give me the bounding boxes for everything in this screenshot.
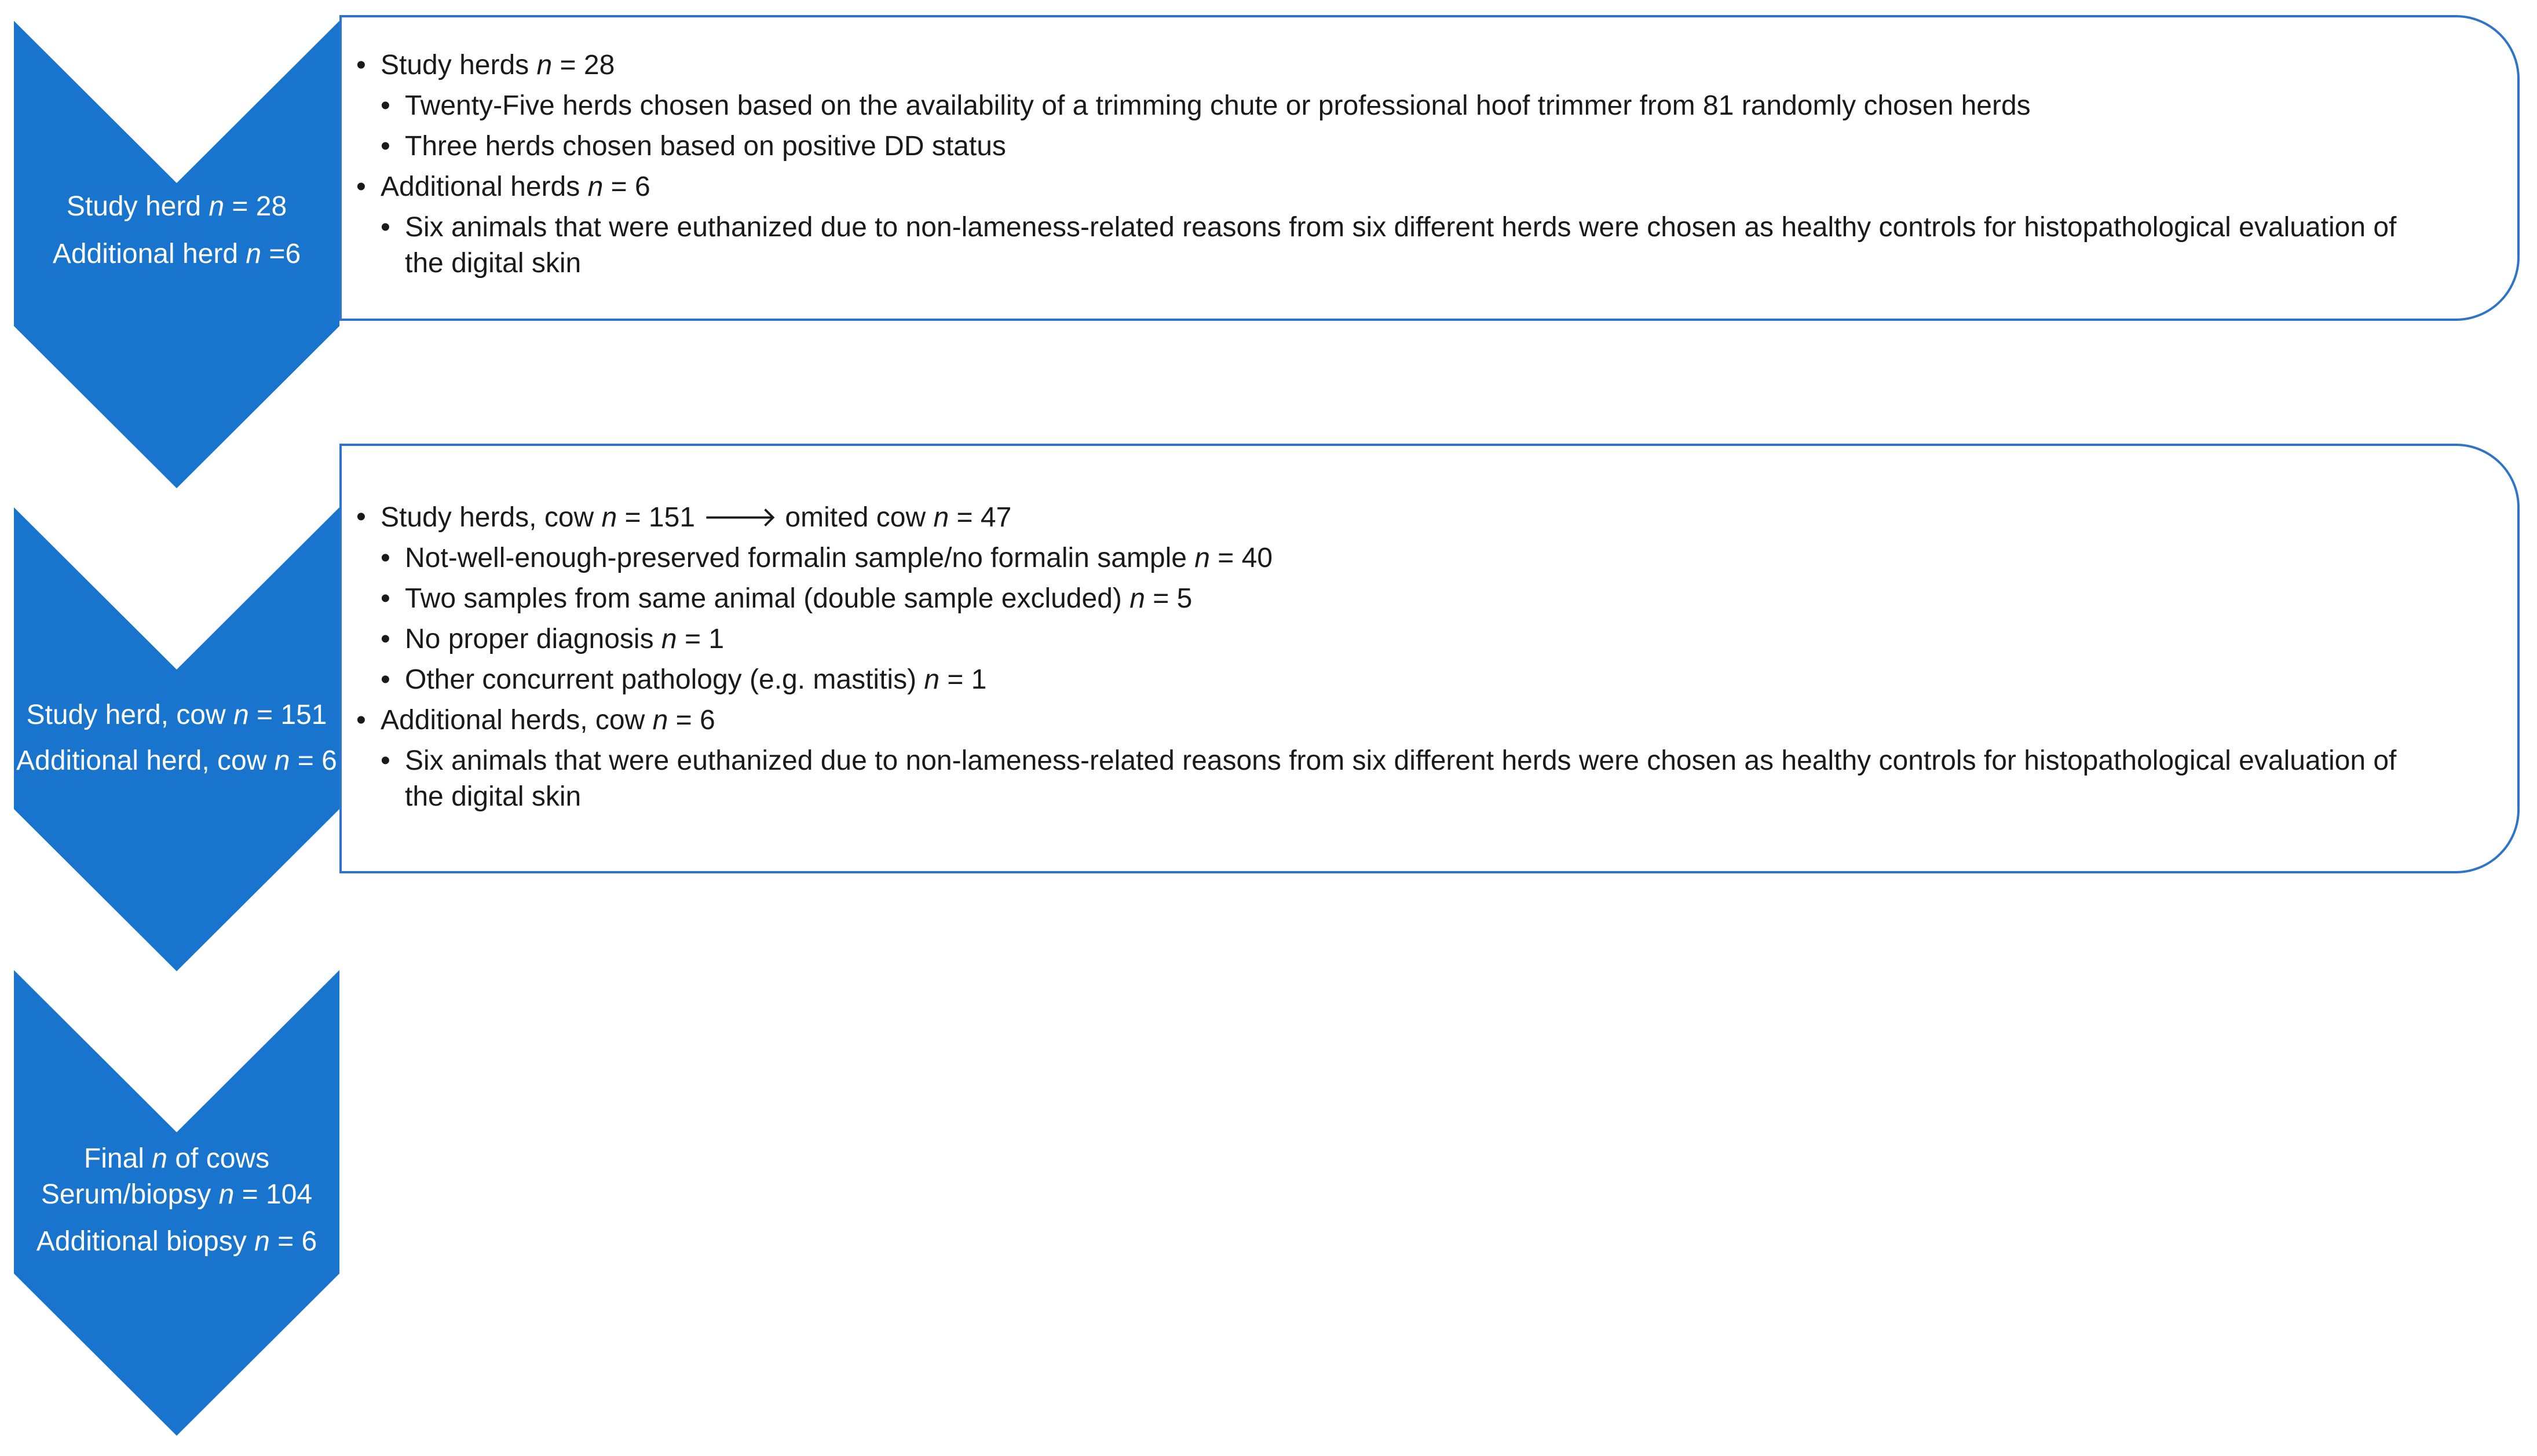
panel-1-item-1: • Study herds n = 28 — [356, 45, 2488, 86]
chevron-2-line-2: Additional herd, cow n = 6 — [16, 745, 337, 776]
chevron-1-line-1: Study herd n = 28 — [66, 191, 287, 222]
right-arrow-icon: 🡒 — [703, 501, 778, 533]
panel-1-item-3: • Three herds chosen based on positive DD status — [356, 126, 2488, 167]
bullet: • — [356, 502, 366, 532]
chevron-step-3 — [14, 970, 339, 1436]
bullet: • — [381, 131, 390, 162]
panel-1-item-4: • Additional herds n = 6 — [356, 167, 2488, 207]
chevron-2-line-1: Study herd, cow n = 151 — [26, 700, 327, 730]
chevron-3-line-1: Final n of cows — [83, 1143, 270, 1174]
bullet: • — [381, 212, 390, 243]
panel-1-item-2: • Twenty-Five herds chosen based on the availability of a trimming chute or professional hoof trimmer from 81 randomly chosen herds — [356, 86, 2488, 126]
panel-2-item-4: • No proper diagnosis n = 1 — [356, 619, 2488, 660]
panel-2-item-2: • Not-well-enough-preserved formalin sample/no formalin sample n = 40 — [356, 538, 2488, 579]
chevron-3-line-2: Serum/biopsy n = 104 — [41, 1179, 313, 1210]
panel-2-item-7: • Six animals that were euthanized due to non-lameness-related reasons from six different herds were chosen as healthy controls for histopathological evaluation of — [356, 741, 2488, 781]
panel-1-item-5-continued: the digital skin — [405, 248, 582, 279]
chevron-step-1 — [14, 21, 339, 488]
bullet: • — [381, 624, 390, 654]
bullet: • — [381, 543, 390, 573]
chevron-3-line-3: Additional biopsy n = 6 — [36, 1226, 317, 1257]
panel-2-item-6: • Additional herds, cow n = 6 — [356, 700, 2488, 741]
chevron-step-2 — [14, 507, 339, 971]
panel-2-item-5: • Other concurrent pathology (e.g. mastitis) n = 1 — [356, 660, 2488, 700]
chevron-shape-2 — [14, 507, 339, 971]
bullet: • — [381, 664, 390, 695]
bullet: • — [381, 90, 390, 121]
bullet: • — [356, 50, 366, 81]
panel-2-item-7-continued: the digital skin — [405, 781, 582, 812]
bullet: • — [356, 705, 366, 736]
panel-2-text — [356, 497, 2488, 817]
panel-1-text — [356, 45, 2488, 284]
chevron-1-line-2: Additional herd n =6 — [52, 239, 301, 269]
panel-2-item-1: • Study herds, cow n = 151 🡒 omited cow n = 47 — [356, 497, 2488, 538]
bullet: • — [381, 583, 390, 614]
bullet: • — [356, 171, 366, 202]
panel-2-item-3: • Two samples from same animal (double sample excluded) n = 5 — [356, 579, 2488, 619]
bullet: • — [381, 745, 390, 776]
panel-1-item-5: • Six animals that were euthanized due to non-lameness-related reasons from six different herds were chosen as healthy controls for histopathological evaluation of — [356, 207, 2488, 248]
